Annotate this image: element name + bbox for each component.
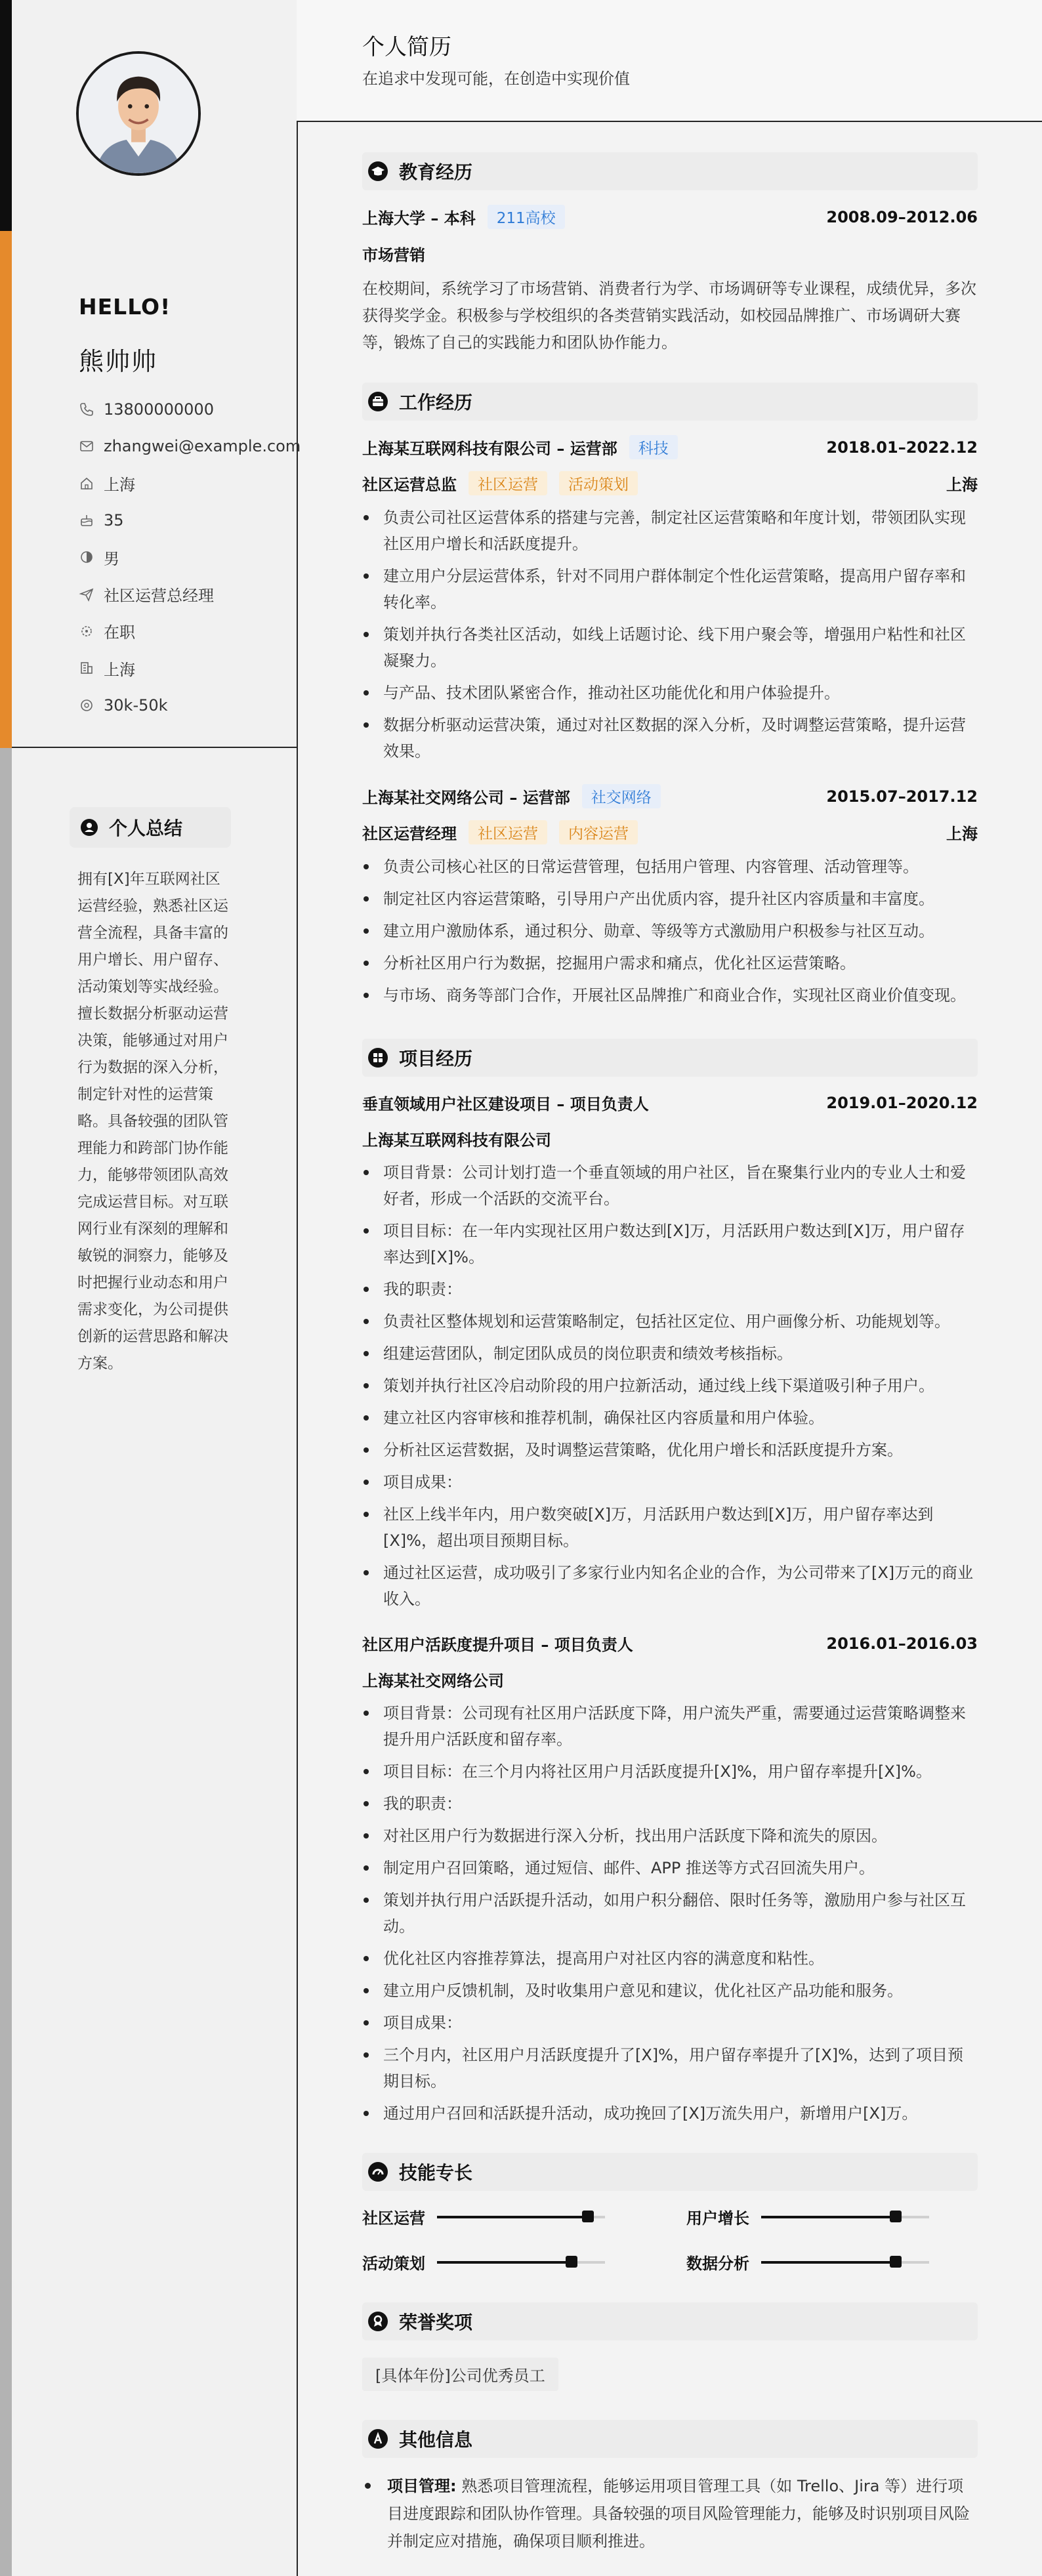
education-heading	[362, 152, 978, 190]
job-location: 上海	[946, 825, 978, 843]
work-heading	[362, 383, 978, 421]
education-title: 教育经历	[399, 161, 473, 183]
job-location: 上海	[946, 476, 978, 494]
skills-grid	[362, 2205, 978, 2274]
list-item: 我的职责：	[362, 1276, 978, 1302]
project-company: 上海某互联网科技有限公司	[362, 1131, 551, 1150]
contact-work-city	[79, 650, 289, 686]
education-major: 市场营销	[362, 246, 425, 264]
page-header	[297, 0, 1042, 122]
send-icon	[79, 587, 94, 602]
accent-stripe-grey	[0, 748, 12, 2576]
skill-name: 活动策划	[362, 2254, 425, 2273]
graduation-cap-icon	[367, 161, 388, 182]
page-title: 个人简历	[362, 34, 451, 60]
list-item: 负责公司社区运营体系的搭建与完善，制定社区运营策略和年度计划，带领团队实现社区用户增长和活跃度提升。	[362, 505, 978, 557]
project-bullets	[362, 1159, 978, 1612]
contact-salary	[79, 686, 289, 723]
projects-heading	[362, 1039, 978, 1077]
skill-bar-fill	[761, 2261, 896, 2264]
list-item: 与产品、技术团队紧密合作，推动社区功能优化和用户体验提升。	[362, 680, 978, 706]
skill-bar-fill	[761, 2216, 896, 2218]
skill-bar-fill	[437, 2261, 572, 2264]
list-item: 优化社区内容推荐算法，提高用户对社区内容的满意度和粘性。	[362, 1945, 978, 1972]
salary-icon	[79, 697, 94, 713]
project-bullets	[362, 1700, 978, 2127]
list-item: 通过用户召回和活跃提升活动，成功挽回了[X]万流失用户，新增用户[X]万。	[362, 2100, 978, 2127]
contact-salary-value: 30k-50k	[104, 696, 168, 715]
info-icon	[367, 2428, 388, 2449]
job-position: 社区运营总监	[362, 476, 457, 494]
job-tag: 社区运营	[469, 471, 547, 495]
projects-section	[362, 1039, 978, 2127]
list-item: 通过社区运营，成功吸引了多家行业内知名企业的合作，为公司带来了[X]万元的商业收入。	[362, 1560, 978, 1612]
list-item: 分析社区用户行为数据，挖掘用户需求和痛点，优化社区运营策略。	[362, 950, 978, 976]
contact-city	[79, 465, 289, 502]
awards-section	[362, 2302, 978, 2420]
job-bullets	[362, 505, 978, 764]
contact-list	[79, 391, 301, 724]
skill-bar-knob	[582, 2211, 594, 2222]
job-tag: 内容运营	[559, 820, 638, 844]
list-item: 社区上线半年内，用户数突破[X]万，月活跃用户数达到[X]万，用户留存率达到[X]%，超出项目预期目标。	[362, 1501, 978, 1554]
list-item: 分析社区运营数据，及时调整运营策略，优化用户增长和活跃度提升方案。	[362, 1437, 978, 1463]
home-icon	[79, 476, 94, 491]
age-icon	[79, 512, 94, 528]
job-tag: 社区运营	[469, 820, 547, 844]
school-name: 上海大学 – 本科	[362, 209, 476, 228]
skills-section	[362, 2153, 978, 2274]
list-item: 建立用户激励体系，通过积分、勋章、等级等方式激励用户积极参与社区互动。	[362, 918, 978, 944]
skill-item	[362, 2205, 654, 2228]
skill-bar-knob	[890, 2211, 902, 2222]
skill-bar-knob	[566, 2256, 577, 2268]
status-icon	[79, 623, 94, 639]
grid-icon	[367, 1047, 388, 1068]
job-period: 2015.07–2017.12	[826, 787, 978, 806]
education-section	[362, 152, 978, 356]
project-item	[362, 1632, 978, 2127]
skill-gauge-icon	[367, 2161, 388, 2182]
skill-name: 用户增长	[686, 2209, 749, 2228]
contact-gender	[79, 539, 289, 575]
skill-bar	[437, 2216, 605, 2218]
list-item: 我的职责：	[362, 1791, 978, 1817]
list-item	[362, 2472, 978, 2555]
school-tag: 211高校	[488, 205, 565, 229]
briefcase-icon	[367, 391, 388, 412]
person-icon	[80, 818, 98, 837]
list-item: 建立社区内容审核和推荐机制，确保社区内容质量和用户体验。	[362, 1405, 978, 1431]
list-item: 负责社区整体规划和运营策略制定，包括社区定位、用户画像分析、功能规划等。	[362, 1308, 978, 1335]
list-item: 三个月内，社区用户月活跃度提升了[X]%，用户留存率提升了[X]%，达到了项目预期目标。	[362, 2042, 978, 2094]
work-title: 工作经历	[399, 392, 473, 413]
summary-text: 拥有[X]年互联网社区运营经验，熟悉社区运营全流程，具备丰富的用户增长、用户留存、活动策划等实战经验。擅长数据分析驱动运营决策，能够通过对用户行为数据的深入分析，制定针对性的运营策略。具备较强的团队管理能力和跨部门协作能力，能够带领团队高效完成运营目标。对互联网行业有深刻的理解和敏锐的洞察力，能够及时把握行业动态和用户需求变化，为公司提供创新的运营思路和解决方案。	[77, 871, 228, 1372]
job-period: 2018.01–2022.12	[826, 438, 978, 457]
contact-age	[79, 502, 289, 539]
job-position: 社区运营经理	[362, 825, 457, 843]
other-title: 其他信息	[399, 2429, 473, 2451]
contact-work-city-value: 上海	[104, 660, 135, 679]
skills-heading	[362, 2153, 978, 2191]
contact-age-value: 35	[104, 511, 124, 530]
awards-heading	[362, 2302, 978, 2340]
list-item: 项目目标：在三个月内将社区用户月活跃度提升[X]%，用户留存率提升[X]%。	[362, 1758, 978, 1785]
accent-stripe-black	[0, 0, 12, 231]
gender-icon	[79, 549, 94, 565]
skill-name: 数据分析	[686, 2254, 749, 2273]
skill-bar-fill	[437, 2216, 588, 2218]
list-item: 策划并执行各类社区活动，如线上话题讨论、线下用户聚会等，增强用户粘性和社区凝聚力。	[362, 621, 978, 674]
list-item: 制定用户召回策略，通过短信、邮件、APP 推送等方式召回流失用户。	[362, 1855, 978, 1881]
contact-phone-value: 13800000000	[104, 400, 214, 419]
projects-title: 项目经历	[399, 1048, 473, 1070]
other-heading	[362, 2420, 978, 2458]
sidebar	[0, 0, 301, 2576]
other-section	[362, 2420, 978, 2555]
award-item: [具体年份]公司优秀员工	[362, 2358, 558, 2391]
list-item: 建立用户反馈机制，及时收集用户意见和建议，优化社区产品功能和服务。	[362, 1978, 978, 2004]
skill-item	[686, 2205, 978, 2228]
job-industry-tag: 科技	[629, 435, 678, 459]
contact-phone	[79, 391, 289, 428]
skill-item	[362, 2251, 654, 2274]
list-item: 建立用户分层运营体系，针对不同用户群体制定个性化运营策略，提高用户留存率和转化率。	[362, 563, 978, 615]
list-item: 项目背景：公司现有社区用户活跃度下降，用户流失严重，需要通过运营策略调整来提升用户活跃度和留存率。	[362, 1700, 978, 1753]
contact-email-value: zhangwei@example.com	[104, 437, 301, 456]
project-period: 2016.01–2016.03	[826, 1634, 978, 1653]
job-item	[362, 784, 978, 1008]
hello-heading: HELLO!	[79, 294, 171, 320]
project-name: 社区用户活跃度提升项目 – 项目负责人	[362, 1636, 633, 1654]
building-icon	[79, 660, 94, 676]
contact-gender-value: 男	[104, 549, 119, 568]
skill-item	[686, 2251, 978, 2274]
list-item: 制定社区内容运营策略，引导用户产出优质内容，提升社区内容质量和丰富度。	[362, 886, 978, 912]
phone-icon	[79, 402, 94, 417]
job-industry-tag: 社交网络	[582, 784, 661, 808]
project-period: 2019.01–2020.12	[826, 1093, 978, 1112]
job-company: 上海某社交网络公司 – 运营部	[362, 789, 570, 807]
contact-position	[79, 575, 289, 612]
person-name: 熊帅帅	[79, 347, 158, 376]
avatar	[76, 51, 201, 176]
email-icon	[79, 438, 94, 454]
sidebar-divider	[12, 747, 297, 748]
other-list	[362, 2472, 978, 2555]
contact-city-value: 上海	[104, 476, 135, 495]
skills-title: 技能专长	[399, 2162, 473, 2184]
main-content	[362, 152, 978, 2555]
education-period: 2008.09–2012.06	[826, 207, 978, 226]
job-company: 上海某互联网科技有限公司 – 运营部	[362, 440, 617, 458]
skill-bar	[437, 2261, 605, 2264]
list-item: 项目目标：在一年内实现社区用户数达到[X]万，月活跃用户数达到[X]万，用户留存率达到[X]%。	[362, 1218, 978, 1270]
education-row	[362, 205, 978, 229]
list-item: 对社区用户行为数据进行深入分析，找出用户活跃度下降和流失的原因。	[362, 1823, 978, 1849]
list-item: 项目背景：公司计划打造一个垂直领域的用户社区，旨在聚集行业内的专业人士和爱好者，形成一个活跃的交流平台。	[362, 1159, 978, 1212]
contact-status-value: 在职	[104, 623, 135, 642]
accent-stripe-orange	[0, 231, 12, 748]
job-tag: 活动策划	[559, 471, 638, 495]
page-subtitle: 在追求中发现可能，在创造中实现价值	[362, 70, 630, 88]
list-item: 组建运营团队，制定团队成员的岗位职责和绩效考核指标。	[362, 1340, 978, 1367]
list-item: 负责公司核心社区的日常运营管理，包括用户管理、内容管理、活动管理等。	[362, 854, 978, 880]
project-item	[362, 1091, 978, 1612]
list-item: 策划并执行用户活跃提升活动，如用户积分翻倍、限时任务等，激励用户参与社区互动。	[362, 1887, 978, 1940]
contact-email	[79, 428, 301, 465]
contact-position-value: 社区运营总经理	[104, 587, 214, 606]
other-item-label: 项目管理:	[387, 2477, 457, 2495]
awards-title: 荣誉奖项	[399, 2312, 473, 2333]
work-section	[362, 383, 978, 1008]
job-item	[362, 435, 978, 764]
list-item: 策划并执行社区冷启动阶段的用户拉新活动，通过线上线下渠道吸引种子用户。	[362, 1373, 978, 1399]
award-icon	[367, 2311, 388, 2332]
job-bullets	[362, 854, 978, 1008]
list-item: 数据分析驱动运营决策，通过对社区数据的深入分析，及时调整运营策略，提升运营效果。	[362, 712, 978, 764]
project-company: 上海某社交网络公司	[362, 1672, 504, 1690]
other-item-text: 熟悉项目管理流程，能够运用项目管理工具（如 Trello、Jira 等）进行项目进度跟踪和团队协作管理。具备较强的项目风险管理能力，能够及时识别项目风险并制定应对措施，确保项目顺利推进。	[387, 2477, 970, 2550]
skill-name: 社区运营	[362, 2209, 425, 2228]
list-item: 项目成果：	[362, 2010, 978, 2036]
education-description: 在校期间，系统学习了市场营销、消费者行为学、市场调研等专业课程，成绩优异，多次获得奖学金。积极参与学校组织的各类营销实践活动，如校园品牌推广、市场调研大赛等，锻炼了自己的实践能力和团队协作能力。	[362, 280, 976, 352]
summary-heading	[70, 807, 231, 848]
project-name: 垂直领域用户社区建设项目 – 项目负责人	[362, 1095, 649, 1113]
list-item: 项目成果：	[362, 1469, 978, 1495]
summary-title: 个人总结	[109, 818, 183, 839]
list-item: 与市场、商务等部门合作，开展社区品牌推广和商业合作，实现社区商业价值变现。	[362, 982, 978, 1008]
skill-bar	[761, 2216, 929, 2218]
contact-status	[79, 613, 289, 650]
skill-bar-knob	[890, 2256, 902, 2268]
skill-bar	[761, 2261, 929, 2264]
